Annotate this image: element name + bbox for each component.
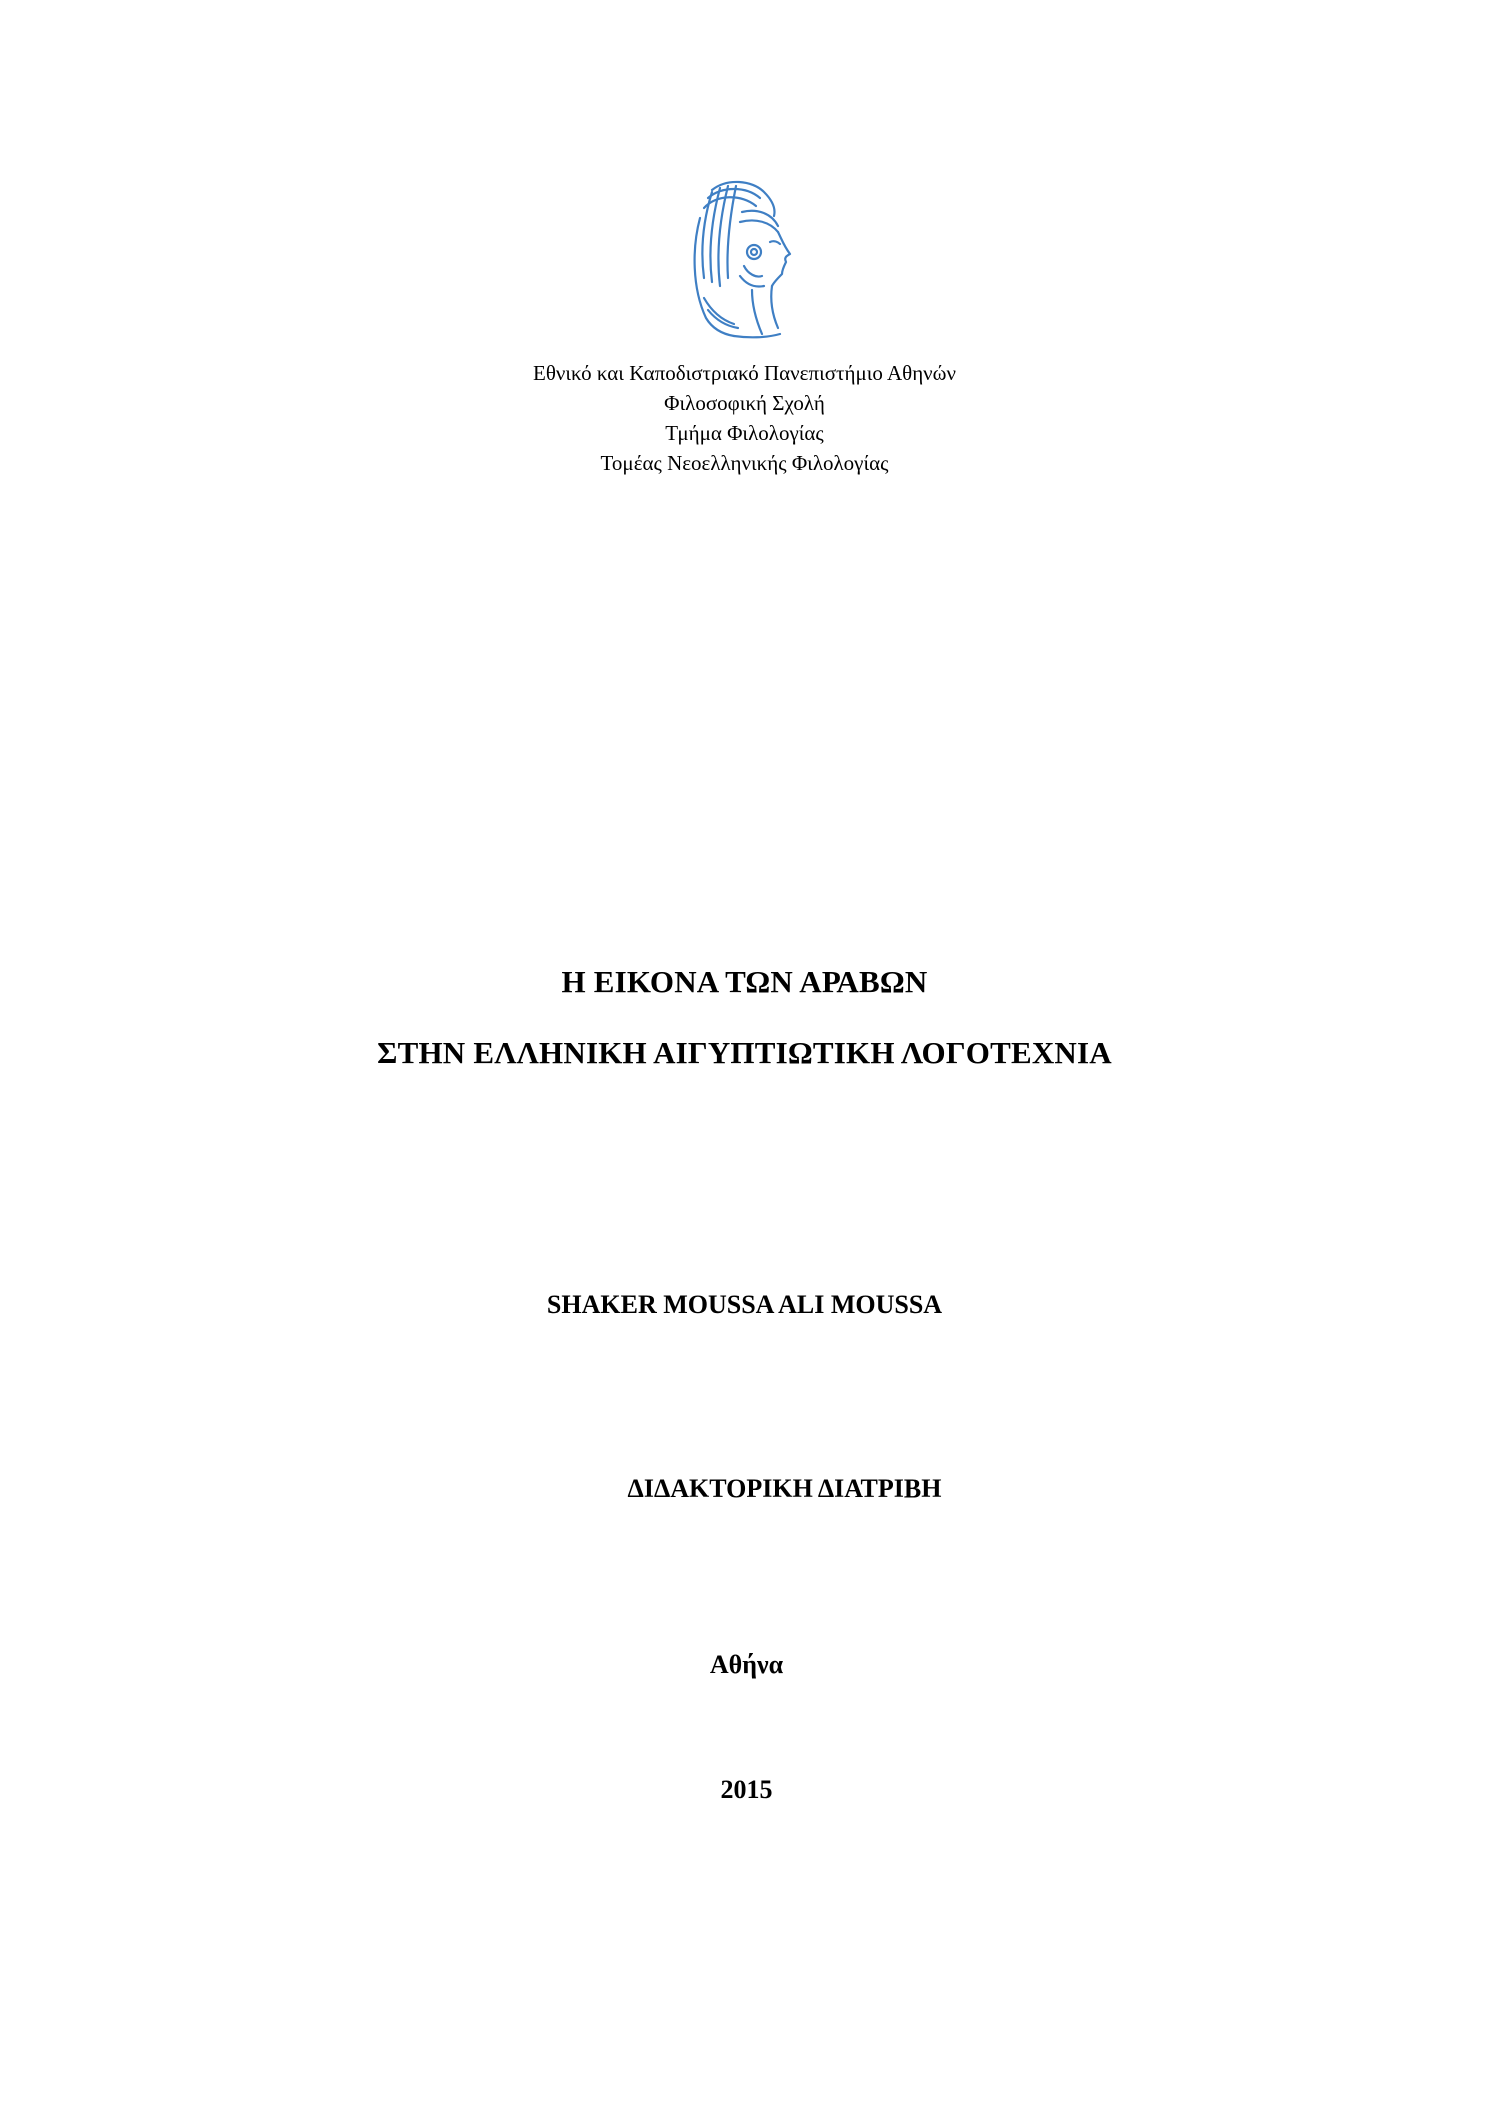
year: 2015 [720, 1775, 773, 1804]
university-name: Εθνικό και Καποδιστριακό Πανεπιστήμιο Αθηνών [533, 361, 956, 385]
author-name: SHAKER MOUSSA ALI MOUSSA [546, 1290, 943, 1319]
athena-head-emblem-icon [682, 178, 804, 340]
section-name: Τομέας Νεοελληνικής Φιλολογίας [600, 451, 889, 475]
thesis-title-line-1: Η ΕΙΚΟΝΑ ΤΩΝ ΑΡΑΒΩΝ [561, 964, 928, 999]
institution-block [0, 358, 1489, 478]
document-type: ΔΙΔΑΚΤΟΡΙΚΗ ΔΙΑΤΡΙΒΗ [627, 1474, 942, 1503]
city: Αθήνα [709, 1650, 784, 1679]
department-name: Τμήμα Φιλολογίας [665, 421, 824, 445]
thesis-title-line-2: ΣΤΗΝ ΕΛΛΗΝΙΚΗ ΑΙΓΥΠΤΙΩΤΙΚΗ ΛΟΓΟΤΕΧΝΙΑ [377, 1035, 1112, 1070]
school-name: Φιλοσοφική Σχολή [664, 391, 825, 415]
